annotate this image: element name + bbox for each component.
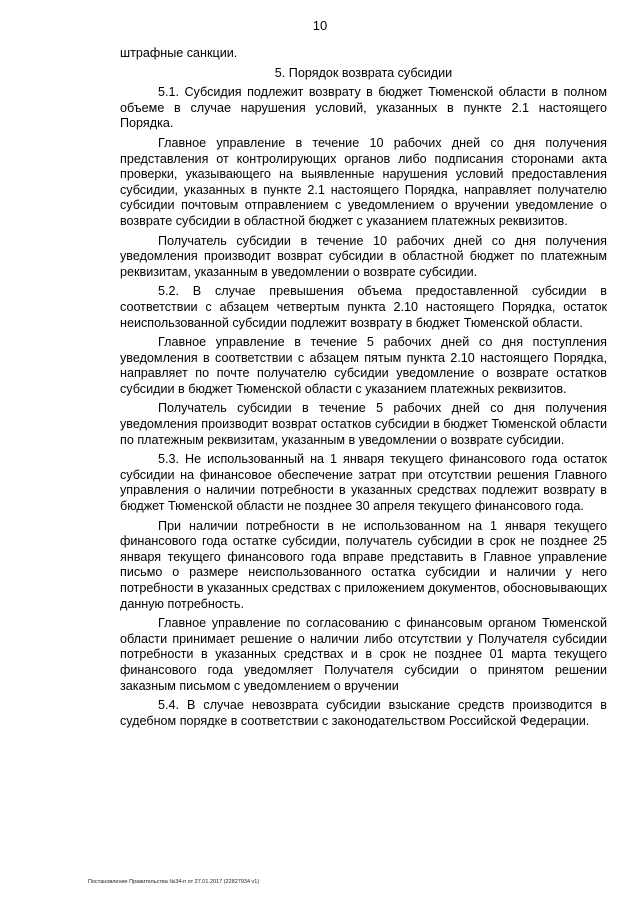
document-body: [120, 46, 607, 733]
paragraph: Главное управление в течение 5 рабочих дней со дня поступления уведомления в соответствии с абзацем пятым пункта 2.10 настоящего Порядка, направляет по почте получателю субсидии уведомление о возврате остатков субсидии в бюджет Тюменской области с указанием платежных реквизитов.: [120, 335, 607, 396]
paragraph: 5.4. В случае невозврата субсидии взыскание средств производится в судебном порядке в соответствии с законодательством Российской Федерации.: [120, 698, 607, 728]
page-number: 10: [312, 18, 328, 33]
paragraph: Главное управление по согласованию с финансовым органом Тюменской области принимает решение о наличии либо отсутствии у Получателя субсидии потребности в указанных средствах и в срок не позднее 01 марта текущего финансового года уведомляет Получателя субсидии о принятом решении заказным письмом с уведомлением о вручении: [120, 616, 607, 693]
document-footer: Постановление Правительства №34-п от 27.01.2017 (22827934 v1): [88, 879, 260, 885]
paragraph: Получатель субсидии в течение 5 рабочих дней со дня получения уведомления производит возврат остатков субсидии в бюджет Тюменской области по платежным реквизитам, указанным в уведомлении о возврате субсидии.: [120, 401, 607, 447]
section-title: 5. Порядок возврата субсидии: [274, 65, 453, 80]
paragraph: Получатель субсидии в течение 10 рабочих дней со дня получения уведомления производит возврат субсидии в областной бюджет по платежным реквизитам, указанным в уведомлении о возврате субсидии.: [120, 233, 607, 279]
paragraph: 5.2. В случае превышения объема предоставленной субсидии в соответствии с абзацем четвертым пункта 2.10 настоящего Порядка, остаток неиспользованной субсидии подлежит возврату в бюджет Тюменской области.: [120, 284, 607, 330]
continuation-text: штрафные санкции.: [120, 46, 238, 60]
paragraph: При наличии потребности в не использованном на 1 января текущего финансового года остатке субсидии, получатель субсидии в срок не позднее 25 января текущего финансового года вправе представить в Главное управление письмо о размере неиспользованного остатка субсидии и наличии у него потребности в указанных средствах с приложением документов, обосновывающих данную потребность.: [120, 518, 608, 611]
paragraph: Главное управление в течение 10 рабочих дней со дня получения представления от контролирующих органов либо подписания сторонами акта проверки, указывающего на выявленные нарушения условий предоставления субсидии, указанных в пункте 2.1 настоящего Порядка, направляет получателю субсидии почтовым отправлением с уведомлением о вручении уведомление о возврате субсидии в областной бюджет с указанием платежных реквизитов.: [120, 135, 607, 228]
paragraph: 5.3. Не использованный на 1 января текущего финансового года остаток субсидии на финансовое обеспечение затрат при отсутствии решения Главного управления о наличии потребности в указанных средствах подлежит возврату в бюджет Тюменской области не позднее 30 апреля текущего финансового года.: [120, 452, 607, 514]
paragraph: 5.1. Субсидия подлежит возврату в бюджет Тюменской области в полном объеме в случае нарушения условий, указанных в пункте 2.1 настоящего Порядка.: [120, 85, 607, 131]
